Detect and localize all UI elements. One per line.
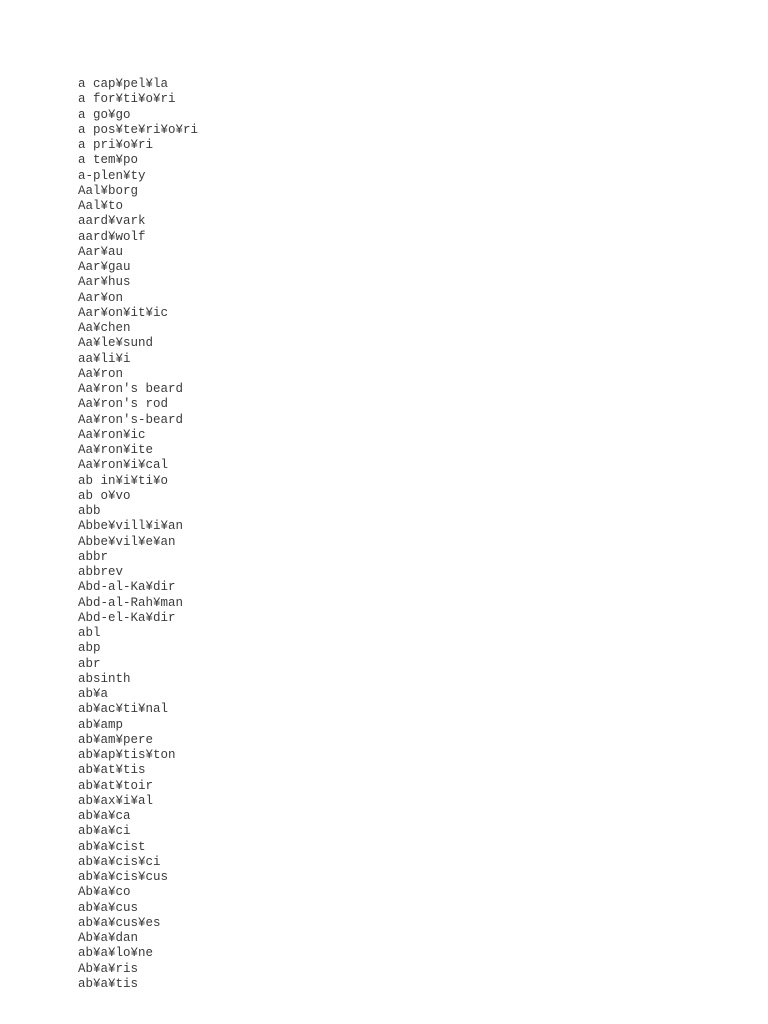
word-entry: a pos¥te¥ri¥o¥ri bbox=[78, 122, 199, 137]
word-entry: ab¥a¥cis¥ci bbox=[78, 854, 161, 869]
word-entry: a cap¥pel¥la bbox=[78, 77, 169, 91]
word-entry: ab¥a¥cist bbox=[78, 839, 146, 854]
word-entry: ab o¥vo bbox=[78, 488, 131, 503]
word-entry: a tem¥po bbox=[78, 153, 139, 168]
word-entry: ab¥a¥cis¥cus bbox=[78, 870, 169, 884]
word-entry: ab¥a¥cus¥es bbox=[78, 915, 161, 930]
word-entry: Abbe¥vil¥e¥an bbox=[78, 534, 176, 549]
word-entry: absinth bbox=[78, 671, 131, 686]
word-entry: Aar¥hus bbox=[78, 275, 131, 290]
word-entry: a pri¥o¥ri bbox=[78, 138, 154, 152]
word-entry: a-plen¥ty bbox=[78, 168, 146, 183]
word-entry: ab¥a¥lo¥ne bbox=[78, 946, 154, 961]
word-entry: aa¥li¥i bbox=[78, 351, 131, 366]
word-entry: ab¥amp bbox=[78, 717, 124, 732]
word-entry: abbrev bbox=[78, 565, 124, 579]
word-entry: aard¥wolf bbox=[78, 229, 146, 244]
word-entry: abb bbox=[78, 504, 101, 518]
word-entry: Abd-el-Ka¥dir bbox=[78, 610, 176, 625]
word-entry: Aa¥ron's-beard bbox=[78, 412, 184, 427]
word-entry: ab¥ac¥ti¥nal bbox=[78, 702, 169, 717]
word-entry: Ab¥a¥co bbox=[78, 885, 131, 900]
word-entry: Abbe¥vill¥i¥an bbox=[78, 519, 184, 534]
word-list bbox=[78, 77, 198, 992]
word-entry: ab¥am¥pere bbox=[78, 732, 154, 747]
word-entry: Aa¥ron¥i¥cal bbox=[78, 458, 169, 473]
word-entry: ab in¥i¥ti¥o bbox=[78, 473, 169, 488]
word-entry: Aa¥le¥sund bbox=[78, 336, 154, 351]
word-entry: a for¥ti¥o¥ri bbox=[78, 92, 176, 107]
word-entry: Ab¥a¥ris bbox=[78, 961, 139, 976]
word-entry: ab¥a¥tis bbox=[78, 976, 139, 991]
word-entry: Aa¥chen bbox=[78, 321, 131, 335]
word-entry: abp bbox=[78, 641, 101, 656]
word-entry: Aar¥gau bbox=[78, 260, 131, 274]
word-entry: Ab¥a¥dan bbox=[78, 931, 139, 945]
word-entry: ab¥at¥tis bbox=[78, 763, 146, 778]
word-entry: Abd-al-Ka¥dir bbox=[78, 580, 176, 595]
word-entry: ab¥ap¥tis¥ton bbox=[78, 748, 176, 762]
word-entry: a go¥go bbox=[78, 107, 131, 122]
word-entry: abbr bbox=[78, 549, 109, 564]
word-entry: abr bbox=[78, 656, 101, 671]
word-entry: ab¥a¥cus bbox=[78, 900, 139, 915]
word-entry: Aal¥to bbox=[78, 199, 124, 213]
word-entry: ab¥a¥ci bbox=[78, 824, 131, 839]
word-entry: aard¥vark bbox=[78, 214, 146, 229]
word-entry: ab¥ax¥i¥al bbox=[78, 793, 154, 808]
word-entry: Aar¥au bbox=[78, 244, 124, 259]
word-entry: Aa¥ron's rod bbox=[78, 397, 169, 412]
word-entry: Aa¥ron bbox=[78, 366, 124, 381]
word-entry: Aa¥ron¥ic bbox=[78, 427, 146, 442]
word-entry: Abd-al-Rah¥man bbox=[78, 595, 184, 610]
word-entry: ab¥a¥ca bbox=[78, 809, 131, 823]
word-entry: Aar¥on¥it¥ic bbox=[78, 305, 169, 320]
word-entry: ab¥a bbox=[78, 687, 109, 701]
word-entry: Aa¥ron's beard bbox=[78, 382, 184, 396]
word-entry: Aar¥on bbox=[78, 290, 124, 305]
word-entry: ab¥at¥toir bbox=[78, 778, 154, 793]
word-entry: abl bbox=[78, 626, 101, 640]
word-entry: Aal¥borg bbox=[78, 183, 139, 198]
word-entry: Aa¥ron¥ite bbox=[78, 443, 154, 457]
